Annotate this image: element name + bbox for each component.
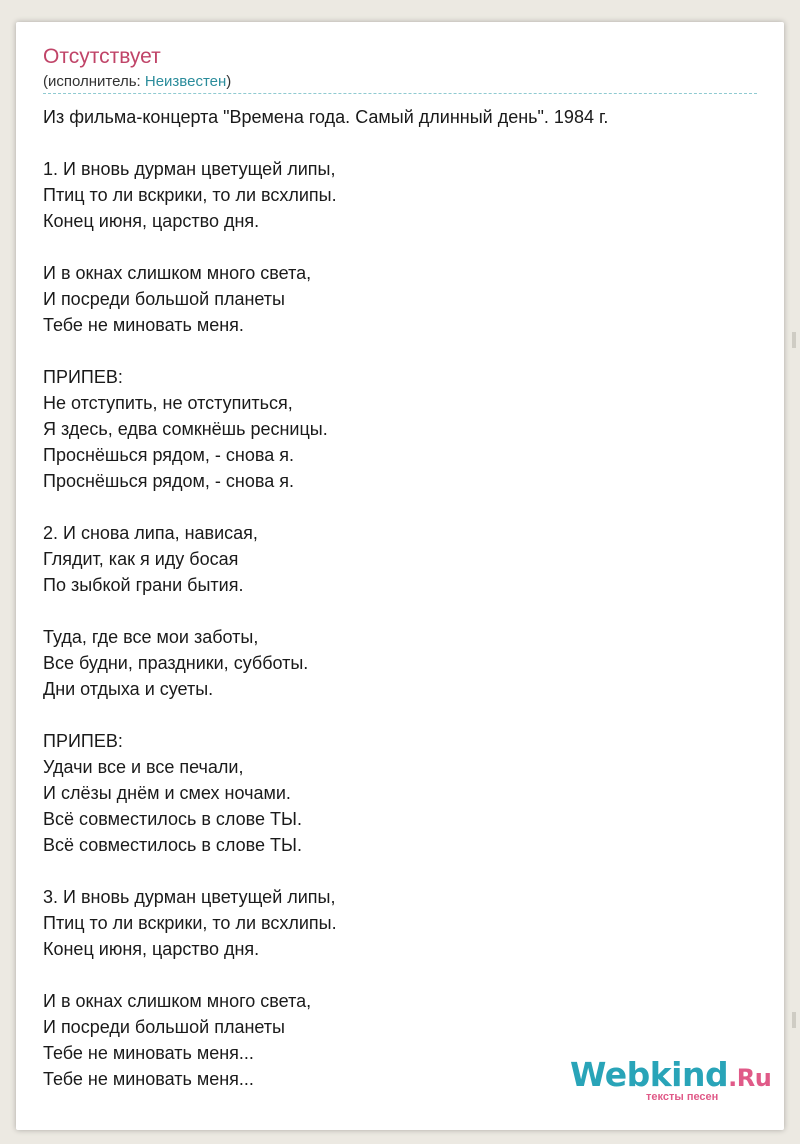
lyric-line: Глядит, как я иду босая [43, 549, 239, 569]
lyric-line: 2. И снова липа, нависая, [43, 523, 258, 543]
lyric-line: И в окнах слишком много света, [43, 991, 312, 1011]
lyric-line: Птиц то ли вскрики, то ли всхлипы. [43, 913, 337, 933]
lyric-line: Проснёшься рядом, - снова я. [43, 445, 294, 465]
logo-main-text: Webkind [570, 1055, 729, 1094]
logo-domain-text: .Ru [728, 1064, 772, 1092]
lyric-line [43, 598, 763, 624]
lyric-line: Из фильма-концерта "Времена года. Самый длинный день". 1984 г. [43, 107, 609, 127]
lyric-line: Тебе не миновать меня... [43, 1043, 254, 1063]
lyric-line: И в окнах слишком много света, [43, 263, 312, 283]
lyric-line: Проснёшься рядом, - снова я. [43, 471, 294, 491]
lyric-line [43, 130, 763, 156]
lyric-line: Всё совместилось в слове ТЫ. [43, 809, 302, 829]
lyrics-sheet [16, 22, 784, 1130]
artist-prefix: (исполнитель: [43, 73, 145, 90]
lyric-line: Удачи все и все печали, [43, 757, 244, 777]
lyric-line: ПРИПЕВ: [43, 367, 123, 387]
lyric-line [43, 702, 763, 728]
webkind-logo[interactable] [570, 1053, 770, 1113]
lyric-line [43, 858, 763, 884]
song-title: Отсутствует [43, 45, 161, 68]
lyric-line: Тебе не миновать меня... [43, 1069, 254, 1089]
lyric-line: И посреди большой планеты [43, 289, 285, 309]
lyric-line: 1. И вновь дурман цветущей липы, [43, 159, 336, 179]
lyric-line: Все будни, праздники, субботы. [43, 653, 309, 673]
lyric-line [43, 234, 763, 260]
page-edge-notch [792, 1012, 796, 1028]
page-edge-notch [792, 332, 796, 348]
title-divider [43, 93, 757, 94]
logo-tagline: тексты песен [646, 1091, 719, 1103]
lyric-line: Всё совместилось в слове ТЫ. [43, 835, 302, 855]
lyric-line [43, 338, 763, 364]
lyric-line: Туда, где все мои заботы, [43, 627, 259, 647]
lyric-line: По зыбкой грани бытия. [43, 575, 244, 595]
lyric-line: ПРИПЕВ: [43, 731, 123, 751]
lyric-line: И слёзы днём и смех ночами. [43, 783, 291, 803]
lyric-line: 3. И вновь дурман цветущей липы, [43, 887, 336, 907]
lyric-line: Конец июня, царство дня. [43, 939, 260, 959]
lyric-line: Тебе не миновать меня. [43, 315, 244, 335]
lyric-line [43, 962, 763, 988]
lyric-line: Конец июня, царство дня. [43, 211, 260, 231]
lyric-line [43, 494, 763, 520]
artist-link[interactable]: Неизвестен [144, 73, 227, 90]
lyric-line: И посреди большой планеты [43, 1017, 285, 1037]
artist-suffix: ) [226, 73, 232, 90]
lyric-line: Дни отдыха и суеты. [43, 679, 214, 699]
lyric-line: Птиц то ли вскрики, то ли всхлипы. [43, 185, 337, 205]
artist-line [43, 73, 231, 91]
lyric-line: Не отступить, не отступиться, [43, 393, 293, 413]
lyrics-text [43, 104, 763, 1092]
lyric-line: Я здесь, едва сомкнёшь ресницы. [43, 419, 328, 439]
